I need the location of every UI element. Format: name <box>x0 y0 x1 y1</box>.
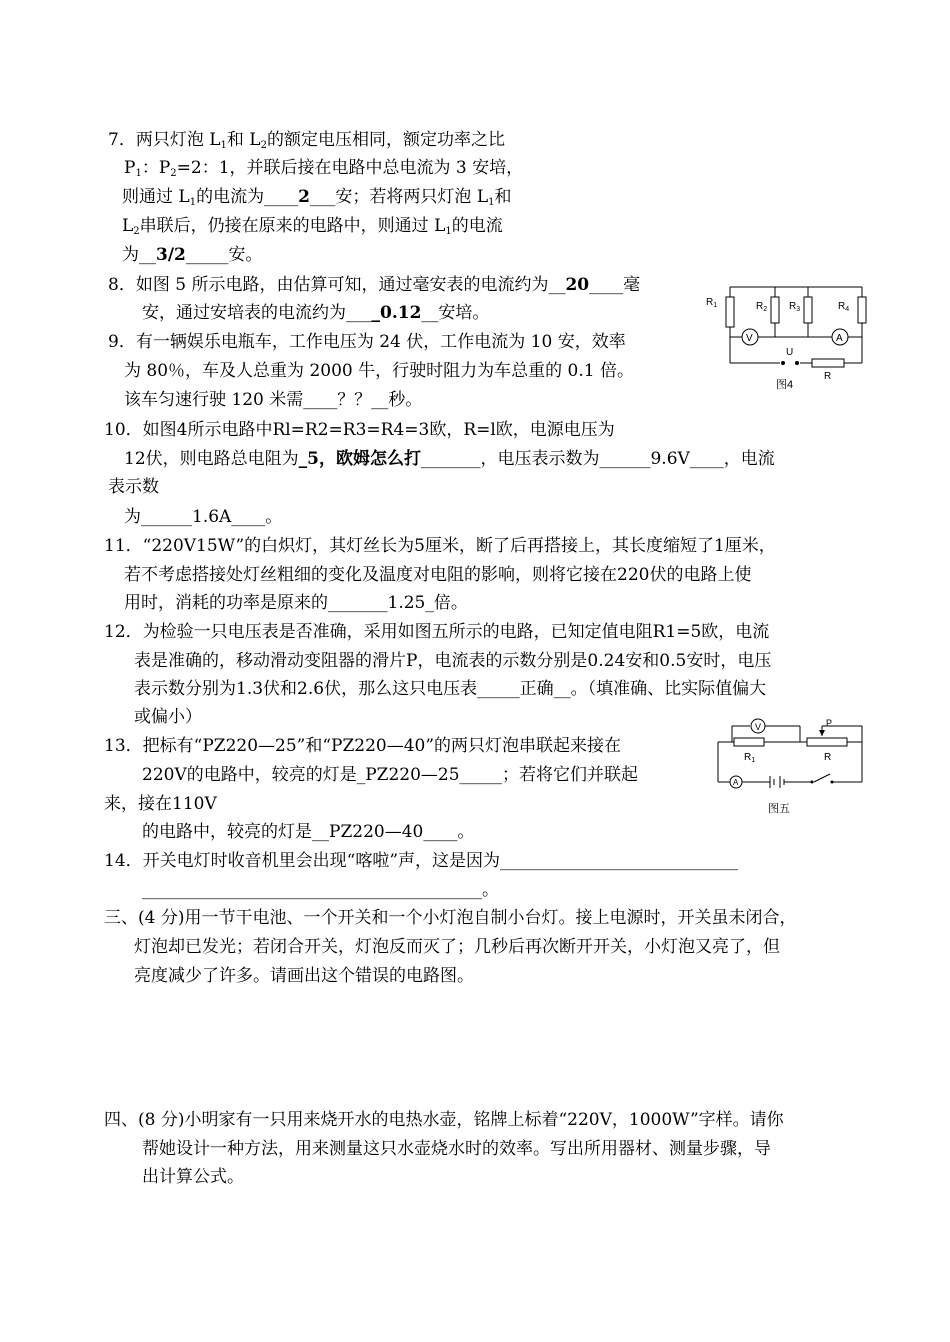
label-r3: $R_3$ <box>789 301 801 313</box>
q7-line4: $L_2$串联后，仍接在原来的电路中，则通过 $L_1$的电流 <box>122 216 503 237</box>
label-u: U <box>786 347 794 358</box>
label-r1: $R_1$ <box>706 297 718 309</box>
q12-line4: 或偏小） <box>134 707 202 727</box>
figure4-caption: 图4 <box>776 379 794 391</box>
q9-line3: 该车匀速行驶 120 米需____？？__秒。 <box>124 390 423 410</box>
label-r1: $R_1$ <box>744 752 756 764</box>
q12-line2: 表是准确的，移动滑动变阻器的滑片P，电流表的示数分别是0.24安和0.5安时，电压 <box>134 651 772 671</box>
figure5-circuit <box>712 714 872 820</box>
q8-line2: 安，通过安培表的电流约为____0.12__安培。 <box>142 303 490 323</box>
resistor-r2 <box>771 297 779 323</box>
resistor-r4 <box>858 297 866 323</box>
section3-line2: 灯泡却已发光；若闭合开关，灯泡反而灭了；几秒后再次断开开关，小灯泡又亮了，但 <box>134 937 780 957</box>
switch-icon <box>814 774 830 782</box>
ammeter-label: A <box>836 333 843 344</box>
section4-line2: 帮她设计一种方法，用来测量这只水壶烧水时的效率。写出所用器材、测量步骤，导 <box>142 1139 771 1159</box>
label-r4: $R_4$ <box>838 301 850 313</box>
q13-line1: 13．把标有“PZ220—25”和“PZ220—40”的两只灯泡串联起来接在 <box>104 736 622 756</box>
q10-line1: 10．如图4所示电路中Rl=R2=R3=R4=3欧，R=l欧，电源电压为 <box>104 420 615 440</box>
section4-line3: 出计算公式。 <box>142 1167 244 1187</box>
q14-line2: ________________________________________。 <box>142 880 499 900</box>
q7-line3: 则通过 $L_1$的电流为____2___安；若将两只灯泡 $L_1$和 <box>122 187 512 208</box>
q7-answer-2: 3/2 <box>156 245 186 265</box>
resistor-r <box>812 359 844 367</box>
q13-line2: 220V的电路中，较亮的灯是_PZ220—25_____；若将它们并联起 <box>142 765 639 785</box>
q13-line3: 来，接在110V <box>104 794 217 814</box>
terminal-dot <box>781 361 785 365</box>
label-p: P <box>826 718 833 728</box>
figure4-circuit <box>700 275 875 393</box>
q8-line1: 8．如图 5 所示电路，由估算可知，通过毫安表的电流约为__20____毫 <box>108 275 641 295</box>
q7-line1: 7．两只灯泡 $L_1$和 $L_2$的额定电压相同，额定功率之比 <box>108 130 505 151</box>
q8-answer-2: _0.12 <box>371 303 422 323</box>
voltmeter-label: V <box>746 333 753 344</box>
q7-line2: $P_1$：$P_2=2$：1，并联后接在电路中总电流为 3 安培， <box>124 158 524 179</box>
q10-line3: 表示数 <box>108 477 159 497</box>
q12-line3: 表示数分别为1.3伏和2.6伏，那么这只电压表_____正确__。（填准确、比实际值偏大 <box>134 679 767 699</box>
q9-line1: 9．有一辆娱乐电瓶车，工作电压为 24 伏，工作电流为 10 安，效率 <box>108 332 626 352</box>
section3-line1: 三、(4 分)用一节干电池、一个开关和一个小灯泡自制小台灯。接上电源时，开关虽未闭合， <box>104 908 797 928</box>
q11-line3: 用时，消耗的功率是原来的_______1.25_倍。 <box>124 593 468 613</box>
resistor-r3 <box>804 297 812 323</box>
section3-line3: 亮度减少了许多。请画出这个错误的电路图。 <box>134 966 474 986</box>
voltmeter-label: V <box>755 722 762 732</box>
q8-answer-1: 20 <box>565 275 590 295</box>
q9-line2: 为 80％，车及人总重为 2000 牛，行驶时阻力为车总重的 0.1 倍。 <box>124 361 634 381</box>
rheostat <box>807 738 847 746</box>
q12-line1: 12．为检验一只电压表是否准确，采用如图五所示的电路，已知定值电阻R1=5欧，电流 <box>104 622 770 642</box>
q10-line4: 为______1.6A____。 <box>124 507 283 527</box>
q11-line2: 若不考虑搭接处灯丝粗细的变化及温度对电阻的影响，则将它接在220伏的电路上使 <box>124 565 752 585</box>
label-r2: $R_2$ <box>756 301 768 313</box>
terminal-dot <box>795 361 799 365</box>
q7-answer-1: 2 <box>298 187 310 207</box>
section4-line1: 四、(8 分)小明家有一只用来烧开水的电热水壶，铭牌上标着“220V，1000W”字样。请你 <box>104 1110 784 1130</box>
label-r: R <box>824 752 832 763</box>
figure5-caption: 图五 <box>768 803 790 815</box>
q10-answer: _5，欧姆怎么打 <box>298 449 421 469</box>
q7-line5: 为__3/2_____安。 <box>122 245 263 265</box>
q13-line4: 的电路中，较亮的灯是__PZ220—40____。 <box>142 822 475 842</box>
resistor-r1 <box>726 297 734 327</box>
q10-line2: 12伏，则电路总电阻为_5，欧姆怎么打_______，电压表示数为______9.6V____，电流 <box>124 449 775 469</box>
q14-line1: 14．开关电灯时收音机里会出现“喀啦”声，这是因为____________________________ <box>104 851 739 871</box>
ammeter-label: A <box>733 778 739 787</box>
q11-line1: 11．“220V15W”的白炽灯，其灯丝长为5厘米，断了后再搭接上，其长度缩短了1厘米， <box>104 536 776 556</box>
resistor-r1 <box>734 738 764 746</box>
slider-arrow-icon <box>819 730 825 736</box>
label-r: R <box>824 371 832 382</box>
